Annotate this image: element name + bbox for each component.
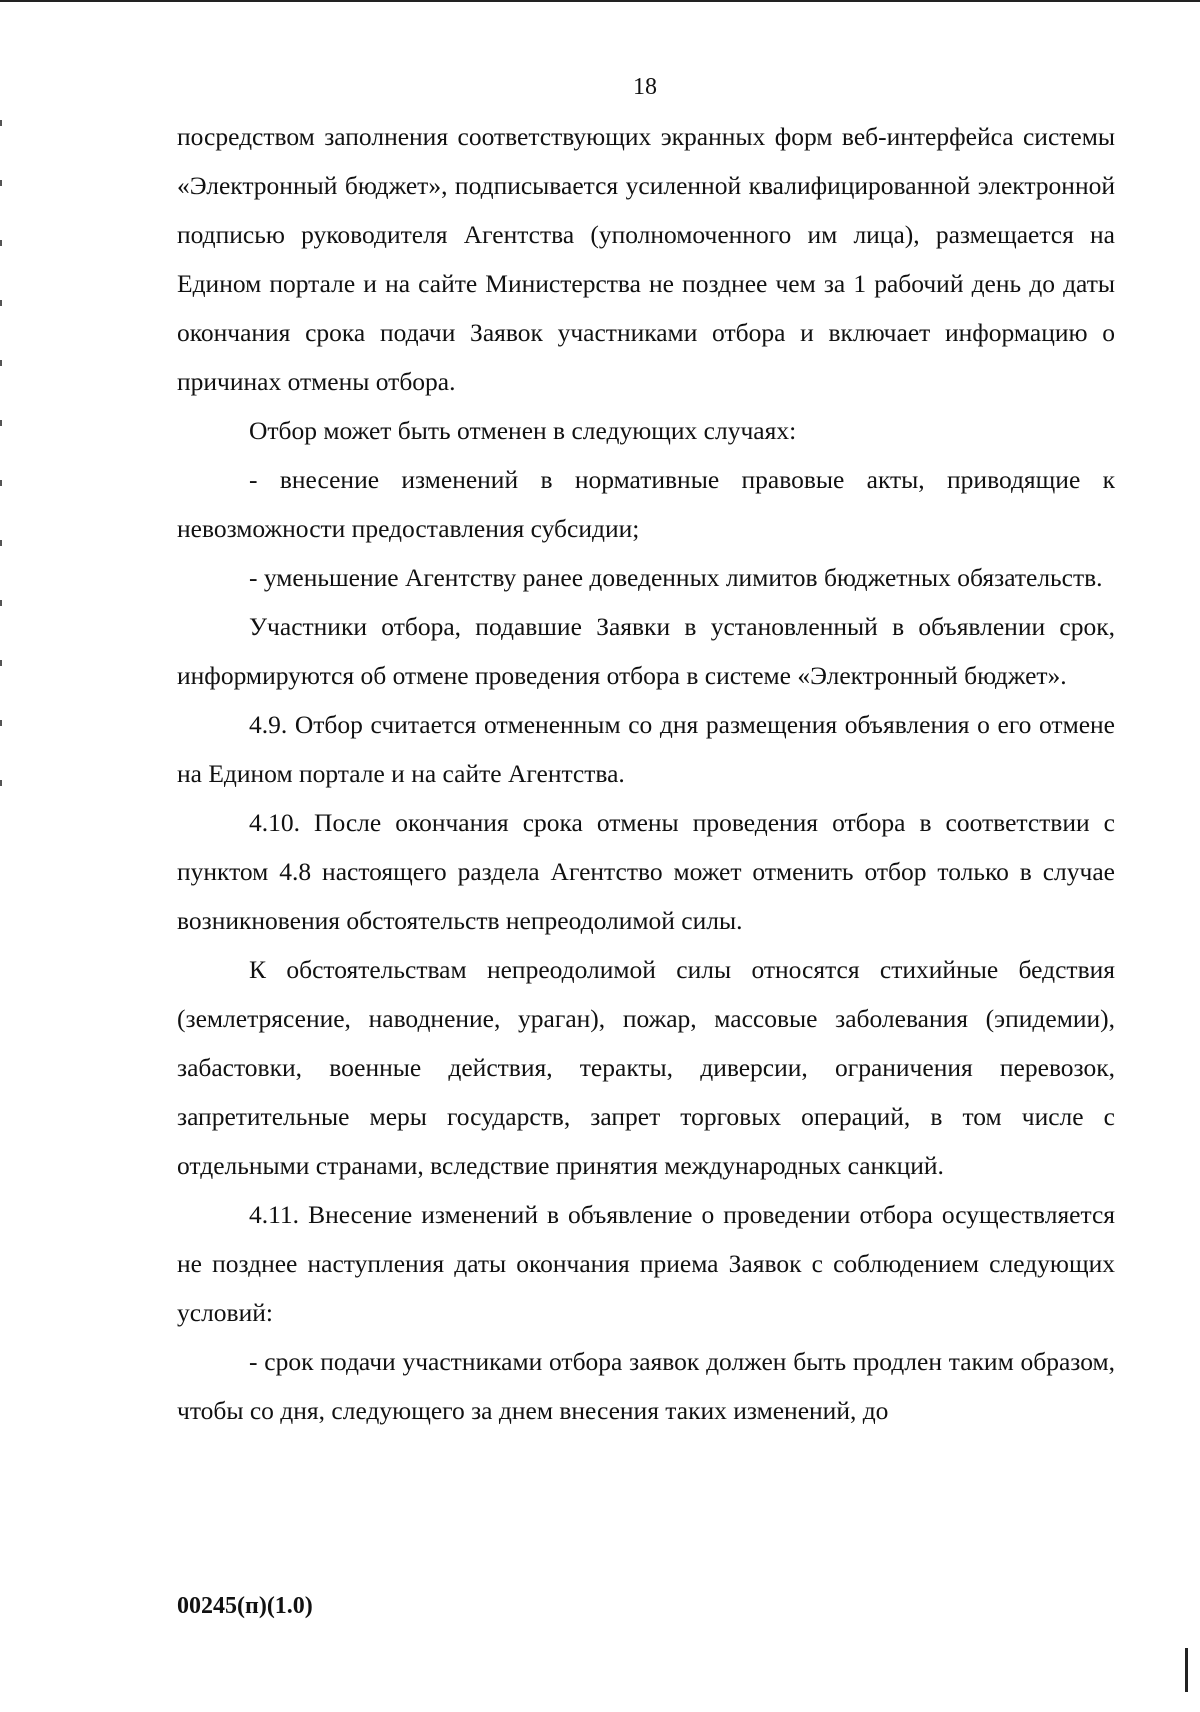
page-number: 18 [633, 74, 657, 100]
clause-4-10: 4.10. После окончания срока отмены проведения отбора в соответствии с пунктом 4.8 настоящего раздела Агентство может отменить отбор только в случае возникновения обстоятельств непреодолимой силы. [177, 808, 1115, 935]
scan-artifact-left [0, 120, 2, 800]
list-item-budget-limits: - уменьшение Агентству ранее доведенных лимитов бюджетных обязательств. [249, 563, 1103, 592]
paragraph-cancellation-cases: Отбор может быть отменен в следующих случаях: [249, 416, 797, 445]
clause-4-9: 4.9. Отбор считается отмененным со дня размещения объявления о его отмене на Едином портале и на сайте Агентства. [177, 710, 1115, 788]
document-body [177, 112, 1115, 1435]
paragraph-continuation: посредством заполнения соответствующих экранных форм веб-интерфейса системы «Электронный бюджет», подписывается усиленной квалифицированной электронной подписью руководителя Агентства (уполномоченного им лица), размещается на Едином портале и на сайте Министерства не позднее чем за 1 рабочий день до даты окончания срока подачи Заявок участниками отбора и включает информацию о причинах отмены отбора. [177, 122, 1115, 396]
clause-4-11: 4.11. Внесение изменений в объявление о проведении отбора осуществляется не позднее наступления даты окончания приема Заявок с соблюдением следующих условий: [177, 1200, 1115, 1327]
paragraph-force-majeure: К обстоятельствам непреодолимой силы относятся стихийные бедствия (землетрясение, наводнение, ураган), пожар, массовые заболевания (эпидемии), забастовки, военные действия, теракты, диверсии, ограничения перевозок, запретительные меры государств, запрет торговых операций, в том числе с отдельными странами, вследствие принятия международных санкций. [177, 955, 1115, 1180]
scan-border-top [0, 0, 1200, 2]
paragraph-participants-informed: Участники отбора, подавшие Заявки в установленный в объявлении срок, информируются об отмене проведения отбора в системе «Электронный бюджет». [177, 612, 1115, 690]
scan-artifact-right [1185, 1648, 1188, 1692]
list-item-legal-changes: - внесение изменений в нормативные правовые акты, приводящие к невозможности предоставления субсидии; [177, 465, 1115, 543]
document-code: 00245(п)(1.0) [177, 1593, 313, 1619]
list-item-deadline-extension: - срок подачи участниками отбора заявок должен быть продлен таким образом, чтобы со дня, следующего за днем внесения таких изменений, до [177, 1347, 1115, 1425]
